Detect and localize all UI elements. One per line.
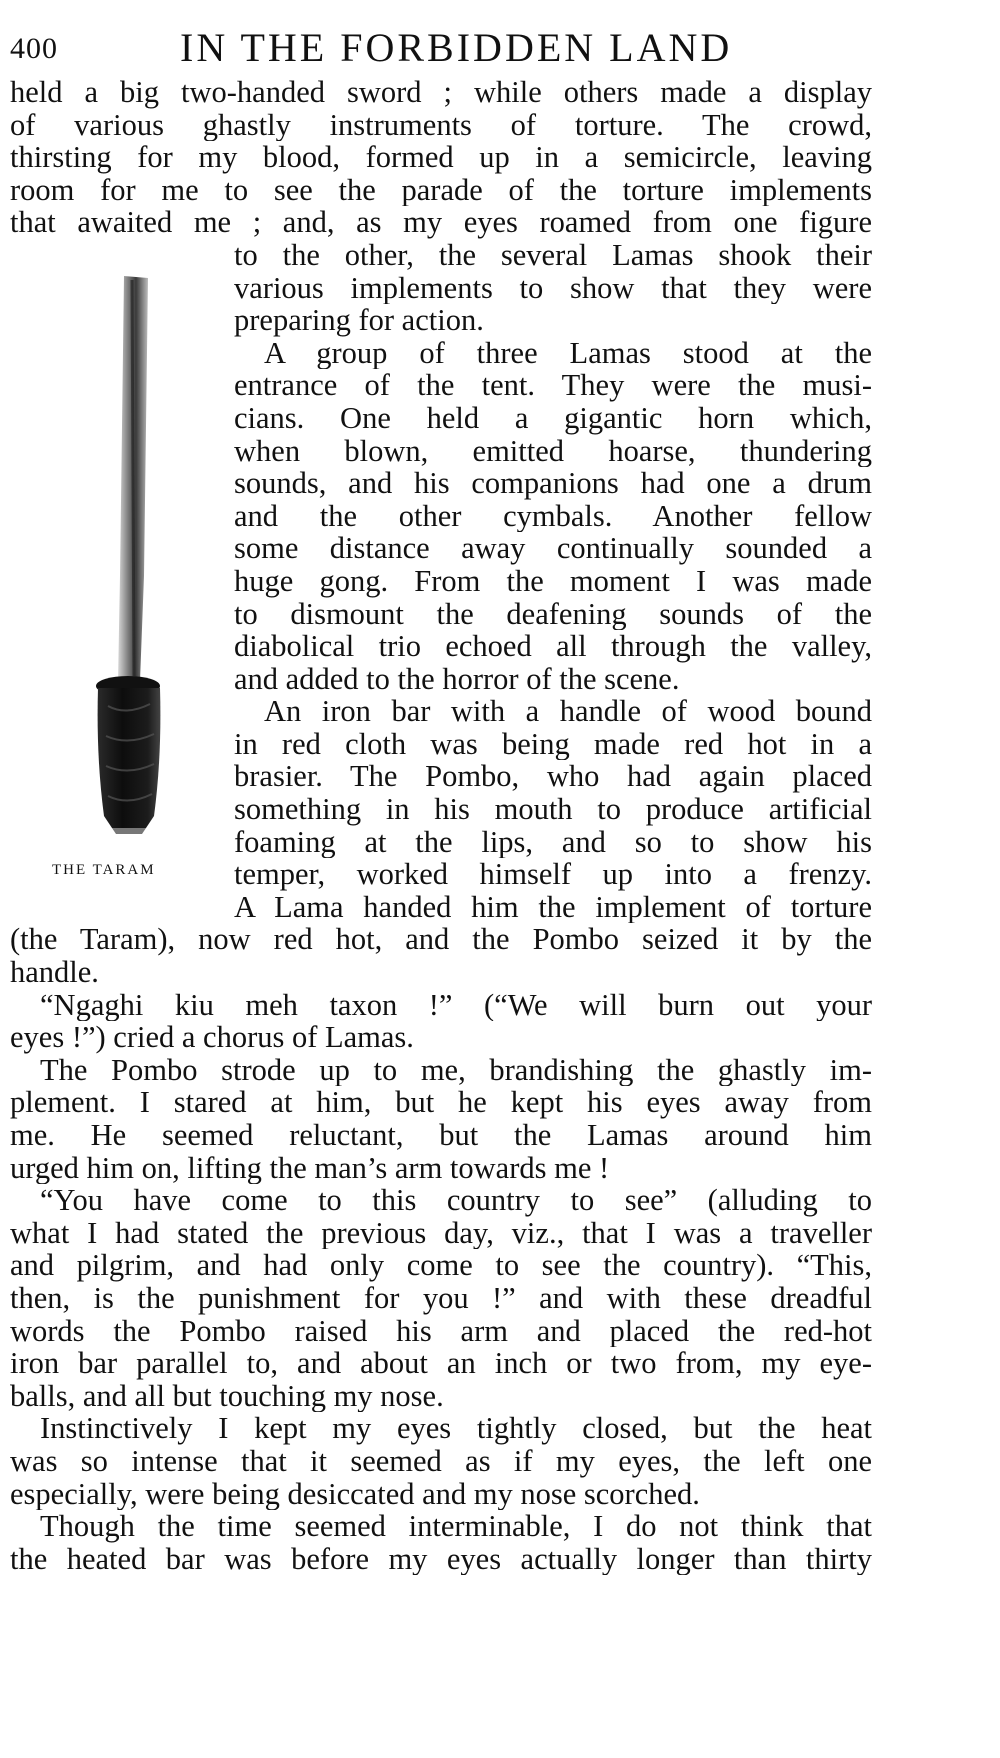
text-line: An iron bar with a handle of wood bound: [264, 695, 872, 728]
text-line: when blown, emitted hoarse, thundering: [234, 434, 872, 468]
text-line: was so intense that it seemed as if my eyes, the left one: [10, 1444, 872, 1478]
text-line: diabolical trio echoed all through the valley,: [234, 630, 872, 663]
body-text: [10, 76, 872, 1575]
text-line: foaming at the lips, and so to show his: [234, 825, 872, 859]
text-line: room for me to see the parade of the torture implements: [10, 173, 872, 207]
text-line: and pilgrim, and had only come to see the country). “This,: [10, 1249, 872, 1282]
text-line: to dismount the deafening sounds of the: [234, 597, 872, 631]
text-line: held a big two-handed sword ; while others made a display: [10, 76, 872, 109]
text-line: Though the time seemed interminable, I do not think that: [40, 1510, 872, 1543]
text-line: balls, and all but touching my nose.: [10, 1379, 444, 1413]
text-line: The Pombo strode up to me, brandishing the ghastly im-: [40, 1053, 872, 1087]
text-line: that awaited me ; and, as my eyes roamed from one figure: [10, 206, 872, 239]
text-line: “You have come to this country to see” (alluding to: [40, 1184, 872, 1217]
text-line: eyes !”) cried a chorus of Lamas.: [10, 1021, 414, 1054]
text-line: me. He seemed reluctant, but the Lamas around him: [10, 1119, 872, 1152]
text-line: the heated bar was before my eyes actually longer than thirty: [10, 1542, 872, 1576]
text-line: and added to the horror of the scene.: [234, 662, 680, 696]
text-line: to the other, the several Lamas shook their: [234, 238, 872, 272]
text-line: especially, were being desiccated and my nose scorched.: [10, 1477, 700, 1511]
text-line: brasier. The Pombo, who had again placed: [234, 760, 872, 794]
text-line: (the Taram), now red hot, and the Pombo seized it by the: [10, 923, 872, 957]
text-line: various implements to show that they were: [234, 271, 872, 305]
text-line: something in his mouth to produce artificial: [234, 793, 872, 826]
text-line: A group of three Lamas stood at the: [264, 336, 872, 370]
text-line: sounds, and his companions had one a drum: [234, 467, 872, 500]
text-line: Instinctively I kept my eyes tightly closed, but the heat: [40, 1412, 872, 1445]
text-line: thirsting for my blood, formed up in a semicircle, leaving: [10, 141, 872, 174]
text-line: what I had stated the previous day, viz., that I was a traveller: [10, 1216, 872, 1250]
text-line: handle.: [10, 956, 99, 989]
text-line: and the other cymbals. Another fellow: [234, 499, 872, 533]
text-line: temper, worked himself up into a frenzy.: [234, 858, 872, 891]
running-title: IN THE FORBIDDEN LAND: [180, 25, 733, 70]
text-line: then, is the punishment for you !” and with these dreadful: [10, 1281, 872, 1315]
text-line: huge gong. From the moment I was made: [234, 564, 872, 598]
text-line: A Lama handed him the implement of torture: [234, 890, 872, 924]
text-line: words the Pombo raised his arm and placed the red-hot: [10, 1314, 872, 1348]
page-header: [10, 14, 990, 74]
page-number: 400: [10, 32, 58, 65]
text-line: of various ghastly instruments of torture. The crowd,: [10, 108, 872, 142]
text-line: preparing for action.: [234, 304, 484, 337]
text-line: cians. One held a gigantic horn which,: [234, 401, 872, 435]
text-line: some distance away continually sounded a: [234, 532, 872, 565]
figure-caption: THE TARAM: [52, 862, 156, 878]
text-line: urged him on, lifting the man’s arm towards me !: [10, 1151, 610, 1185]
text-line: in red cloth was being made red hot in a: [234, 727, 872, 761]
text-line: entrance of the tent. They were the musi-: [234, 369, 872, 402]
text-line: iron bar parallel to, and about an inch or two from, my eye-: [10, 1347, 872, 1380]
text-line: “Ngaghi kiu meh taxon !” (“We will burn out your: [40, 988, 872, 1022]
text-line: plement. I stared at him, but he kept his eyes away from: [10, 1086, 872, 1119]
